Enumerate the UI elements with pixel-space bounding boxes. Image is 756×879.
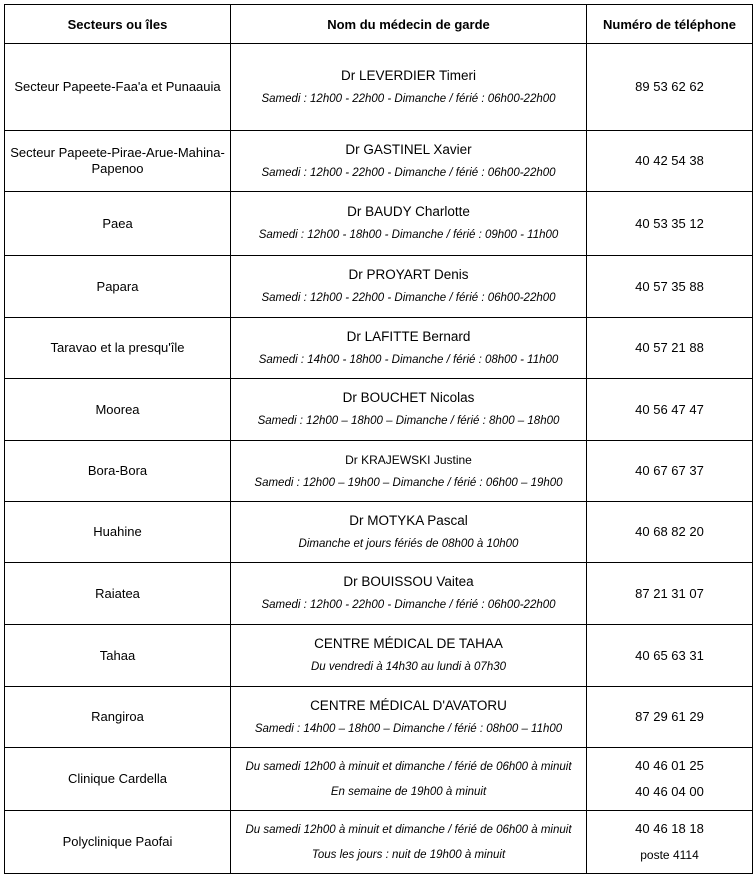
doctor-cell (231, 379, 587, 441)
sector-cell: Secteur Papeete-Faa'a et Punaauia (5, 44, 231, 131)
phone-cell: 89 53 62 62 (587, 44, 753, 131)
table-row (5, 625, 753, 687)
doctor-cell (231, 563, 587, 625)
table-row (5, 687, 753, 748)
doctor-cell (231, 256, 587, 318)
doctor-cell (231, 318, 587, 379)
doctor-name: Dr KRAJEWSKI Justine (345, 452, 472, 467)
table-row (5, 256, 753, 318)
table-row (5, 811, 753, 874)
schedule: Samedi : 14h00 - 18h00 - Dimanche / férié : 08h00 - 11h00 (258, 353, 559, 366)
phone-number: 40 46 01 25 (635, 758, 704, 773)
schedule: En semaine de 19h00 à minuit (330, 785, 487, 798)
table-row (5, 318, 753, 379)
phone-cell: 40 42 54 38 (587, 131, 753, 192)
schedule: Tous les jours : nuit de 19h00 à minuit (311, 848, 506, 861)
doctor-name: Dr GASTINEL Xavier (345, 141, 472, 157)
table-row (5, 131, 753, 192)
sector-cell: Bora-Bora (5, 441, 231, 502)
phone-cell (587, 811, 753, 874)
phone-cell: 40 57 21 88 (587, 318, 753, 379)
schedule: Du samedi 12h00 à minuit et dimanche / férié de 06h00 à minuit (245, 823, 572, 836)
header-row (5, 5, 753, 44)
sector-cell: Clinique Cardella (5, 748, 231, 811)
table-row (5, 379, 753, 441)
phone-cell: 40 56 47 47 (587, 379, 753, 441)
phone-extension: poste 4114 (640, 848, 699, 862)
doctor-cell (231, 502, 587, 563)
schedule: Samedi : 12h00 - 22h00 - Dimanche / férié : 06h00-22h00 (261, 292, 556, 304)
doctor-name: Dr MOTYKA Pascal (349, 512, 468, 528)
schedule: Samedi : 12h00 - 22h00 - Dimanche / férié : 06h00-22h00 (261, 166, 556, 179)
schedule: Samedi : 12h00 - 22h00 - Dimanche / férié : 06h00-22h00 (261, 92, 556, 105)
sector-cell: Polyclinique Paofai (5, 811, 231, 874)
table-row (5, 748, 753, 811)
header-phone: Numéro de téléphone (587, 5, 753, 44)
schedule: Samedi : 12h00 - 18h00 - Dimanche / férié : 09h00 - 11h00 (258, 229, 559, 241)
on-call-doctors-table (4, 4, 753, 874)
doctor-name: Dr BOUCHET Nicolas (342, 390, 475, 405)
table-row (5, 441, 753, 502)
doctor-cell (231, 44, 587, 131)
phone-number: 40 46 04 00 (635, 784, 704, 799)
doctor-name: CENTRE MÉDICAL DE TAHAA (314, 636, 503, 651)
schedule: Du vendredi à 14h30 au lundi à 07h30 (310, 661, 507, 673)
table-row (5, 44, 753, 131)
sector-cell: Rangiroa (5, 687, 231, 748)
phone-cell (587, 748, 753, 811)
phone-cell: 87 29 61 29 (587, 687, 753, 748)
doctor-cell (231, 131, 587, 192)
doctor-name: Dr LAFITTE Bernard (346, 328, 471, 344)
schedule: Samedi : 14h00 – 18h00 – Dimanche / férié : 08h00 – 11h00 (254, 722, 563, 735)
doctor-cell (231, 192, 587, 256)
header-sector: Secteurs ou îles (5, 5, 231, 44)
sector-cell: Moorea (5, 379, 231, 441)
sector-cell: Huahine (5, 502, 231, 563)
table-row (5, 563, 753, 625)
sector-cell: Raiatea (5, 563, 231, 625)
schedule: Samedi : 12h00 – 19h00 – Dimanche / férié : 06h00 – 19h00 (254, 476, 563, 489)
sector-cell: Taravao et la presqu'île (5, 318, 231, 379)
phone-cell: 40 67 67 37 (587, 441, 753, 502)
sector-cell: Secteur Papeete-Pirae-Arue-Mahina-Papenoo (5, 131, 231, 192)
doctor-cell (231, 625, 587, 687)
schedule: Samedi : 12h00 – 18h00 – Dimanche / férié : 8h00 – 18h00 (257, 415, 560, 427)
doctor-name: Dr BOUISSOU Vaitea (343, 574, 474, 589)
table-row (5, 502, 753, 563)
sector-cell: Paea (5, 192, 231, 256)
doctor-name: Dr BAUDY Charlotte (347, 204, 470, 219)
doctor-cell (231, 441, 587, 502)
table-row (5, 192, 753, 256)
sector-cell: Papara (5, 256, 231, 318)
phone-cell: 87 21 31 07 (587, 563, 753, 625)
phone-number: 40 46 18 18 (635, 821, 704, 836)
doctor-cell (231, 687, 587, 748)
doctor-name: CENTRE MÉDICAL D'AVATORU (310, 697, 507, 713)
sector-cell: Tahaa (5, 625, 231, 687)
phone-cell: 40 57 35 88 (587, 256, 753, 318)
doctor-name: Dr LEVERDIER Timeri (340, 67, 477, 83)
schedule: Samedi : 12h00 - 22h00 - Dimanche / férié : 06h00-22h00 (261, 599, 556, 611)
doctor-cell (231, 748, 587, 811)
schedule: Du samedi 12h00 à minuit et dimanche / férié de 06h00 à minuit (245, 760, 572, 773)
phone-cell: 40 53 35 12 (587, 192, 753, 256)
phone-cell: 40 65 63 31 (587, 625, 753, 687)
phone-cell: 40 68 82 20 (587, 502, 753, 563)
header-doctor: Nom du médecin de garde (231, 5, 587, 44)
doctor-name: Dr PROYART Denis (348, 267, 469, 282)
schedule: Dimanche et jours fériés de 08h00 à 10h00 (298, 537, 519, 550)
doctor-cell (231, 811, 587, 874)
